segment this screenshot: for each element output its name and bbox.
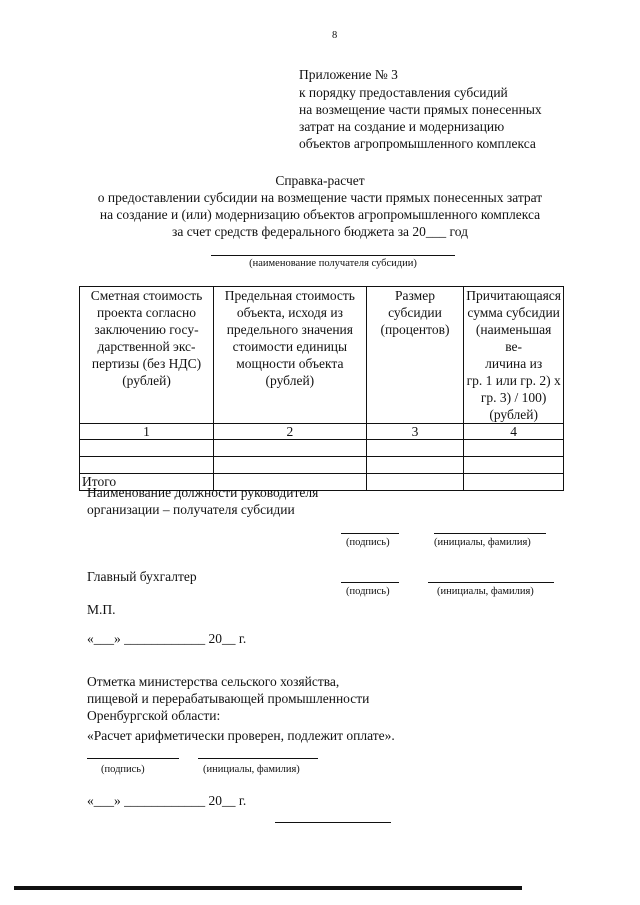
- initials-line: [434, 533, 546, 534]
- signature-caption: (подпись): [346, 537, 390, 548]
- table-cell: [214, 440, 367, 457]
- table-cell: [464, 474, 564, 491]
- header-subsidy-amount: Причитающаяся сумма субсидии (наименьшая ве- личина из гр. 1 или гр. 2) х гр. 3) / 100) (рублей): [464, 287, 564, 424]
- bottom-border-bar: [14, 886, 522, 890]
- column-number: 3: [366, 424, 464, 440]
- table-cell: [464, 440, 564, 457]
- table-cell: [366, 457, 464, 474]
- initials-caption: (инициалы, фамилия): [434, 537, 531, 548]
- verification-text: «Расчет арифметически проверен, подлежит оплате».: [87, 728, 395, 743]
- table-cell: [80, 440, 214, 457]
- document-subtitle-line: о предоставлении субсидии на возмещение части прямых понесенных затрат: [97, 190, 543, 205]
- table-cell: [366, 440, 464, 457]
- initials-caption: (инициалы, фамилия): [203, 764, 300, 775]
- chief-accountant-label: Главный бухгалтер: [87, 569, 197, 584]
- signature-line: [341, 533, 399, 534]
- calculation-table: [79, 286, 564, 491]
- appendix-line: затрат на создание и модернизацию: [299, 119, 505, 134]
- table-cell: [80, 457, 214, 474]
- seal-label: М.П.: [87, 602, 116, 617]
- appendix-line: объектов агропромышленного комплекса: [299, 136, 536, 151]
- closing-line: [275, 822, 391, 823]
- table-cell: [366, 474, 464, 491]
- head-position-line: организации – получателя субсидии: [87, 502, 295, 517]
- document-subtitle-line: за счет средств федерального бюджета за 20___ год: [172, 224, 468, 239]
- initials-line: [198, 758, 318, 759]
- signature-caption: (подпись): [101, 764, 145, 775]
- recipient-caption: (наименование получателя субсидии): [249, 258, 417, 269]
- appendix-title: Приложение № 3: [299, 67, 398, 82]
- table-row: [80, 440, 564, 457]
- page-number: 8: [332, 30, 338, 41]
- total-label: Итого: [80, 474, 214, 491]
- recipient-line: [211, 255, 455, 256]
- document-title: Справка-расчет: [275, 173, 365, 188]
- header-limit-cost: Предельная стоимость объекта, исходя из предельного значения стоимости единицы мощности объекта (рублей): [214, 287, 367, 424]
- table-cell: [464, 457, 564, 474]
- ministry-line: пищевой и перерабатывающей промышленности: [87, 691, 370, 706]
- document-subtitle-line: на создание и (или) модернизацию объектов агропромышленного комплекса: [99, 207, 541, 222]
- date-line: «___» ____________ 20__ г.: [87, 631, 247, 646]
- header-estimated-cost: Сметная стоимость проекта согласно заключению госу- дарственной экс- пертизы (без НДС) (рублей): [80, 287, 214, 424]
- column-number: 4: [464, 424, 564, 440]
- column-number: 2: [214, 424, 367, 440]
- signature-caption: (подпись): [346, 586, 390, 597]
- date-line: «___» ____________ 20__ г.: [87, 793, 247, 808]
- ministry-line: Оренбургской области:: [87, 708, 221, 723]
- initials-caption: (инициалы, фамилия): [437, 586, 534, 597]
- appendix-line: на возмещение части прямых понесенных: [299, 102, 542, 117]
- signature-line: [341, 582, 399, 583]
- ministry-line: Отметка министерства сельского хозяйства,: [87, 674, 340, 689]
- signature-line: [87, 758, 179, 759]
- table-header-row: [80, 287, 564, 424]
- header-subsidy-rate: Размер субсидии (процентов): [366, 287, 464, 424]
- appendix-line: к порядку предоставления субсидий: [299, 85, 508, 100]
- table-cell: [214, 457, 367, 474]
- initials-line: [428, 582, 554, 583]
- column-number-row: [80, 424, 564, 440]
- table-row: [80, 457, 564, 474]
- head-position-line: Наименование должности руководителя: [87, 485, 319, 500]
- column-number: 1: [80, 424, 214, 440]
